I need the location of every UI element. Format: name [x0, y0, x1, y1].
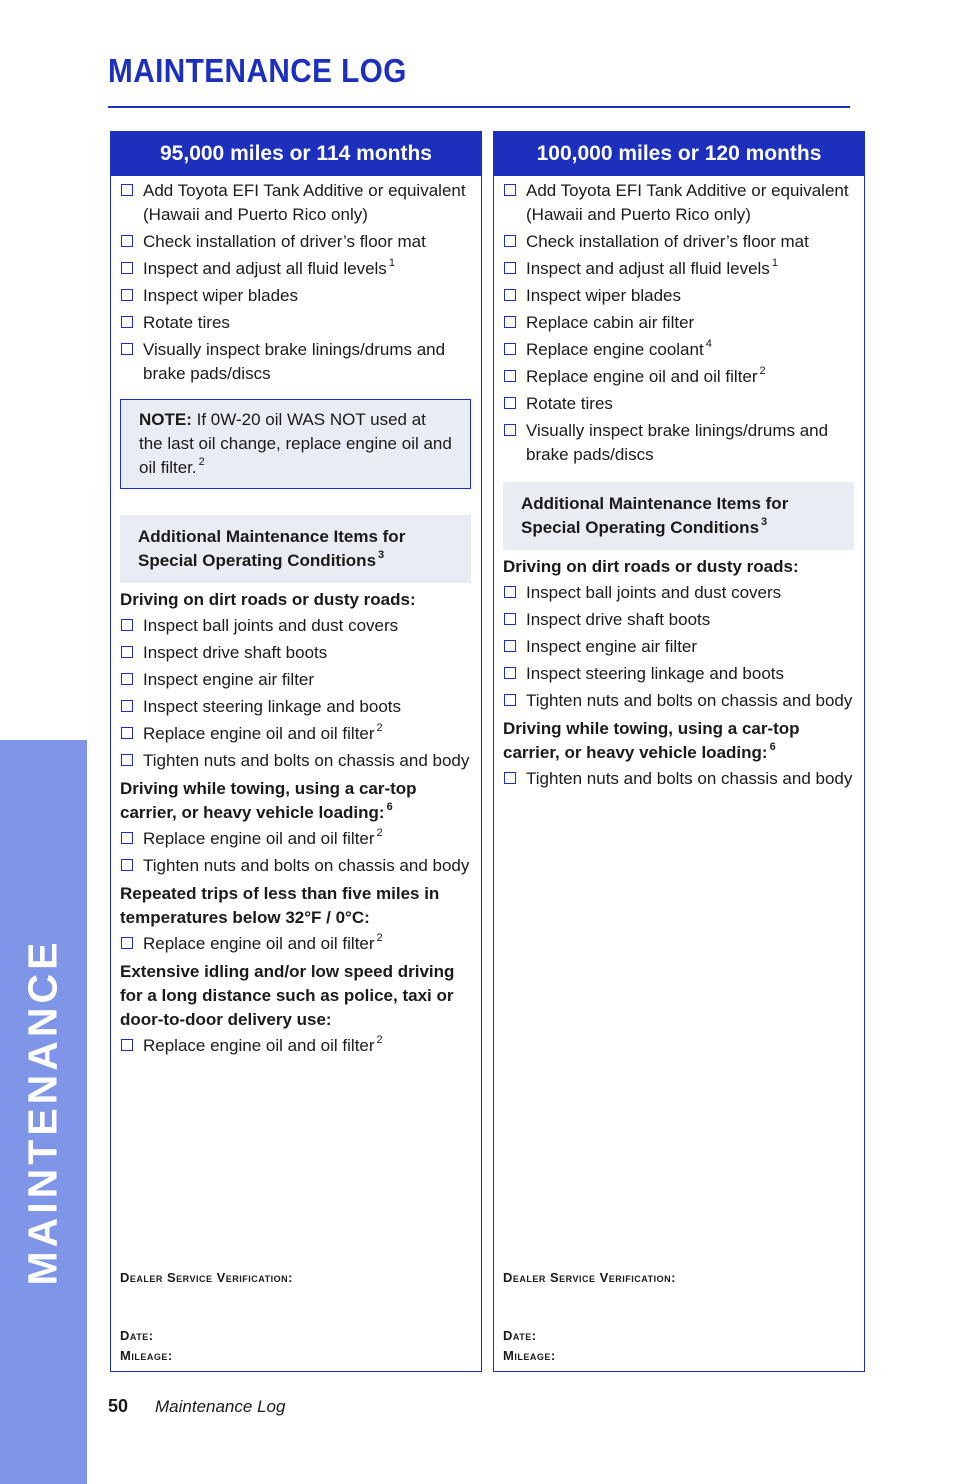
- checkbox-icon[interactable]: [504, 640, 516, 652]
- item-text: Tighten nuts and bolts on chassis and body: [143, 856, 470, 875]
- checkbox-icon[interactable]: [121, 832, 133, 844]
- condition-heading: [503, 555, 854, 579]
- note-text: If 0W-20 oil WAS NOT used at the last oil change, replace engine oil and oil filter.: [139, 410, 452, 477]
- note-box: [120, 399, 471, 489]
- item-list: [503, 179, 854, 467]
- item-text: Replace engine oil and oil filter: [526, 367, 758, 386]
- checklist-item: [120, 338, 471, 386]
- footnote-sup: 2: [376, 722, 383, 735]
- footnote-sup: 1: [771, 257, 778, 270]
- log-column-95000: [110, 131, 482, 1372]
- mileage-label: Mileage:: [503, 1348, 556, 1363]
- item-text: Inspect drive shaft boots: [526, 610, 711, 629]
- item-text: Replace engine oil and oil filter: [143, 1036, 375, 1055]
- item-text: Inspect ball joints and dust covers: [143, 616, 399, 635]
- checkbox-icon[interactable]: [504, 424, 516, 436]
- item-text: Inspect drive shaft boots: [143, 643, 328, 662]
- footnote-sup: 2: [376, 827, 383, 840]
- dealer-verification-label: Dealer Service Verification:: [503, 1270, 676, 1285]
- checkbox-icon[interactable]: [121, 316, 133, 328]
- item-text: Add Toyota EFI Tank Additive or equivalent (Hawaii and Puerto Rico only): [526, 181, 849, 224]
- checkbox-icon[interactable]: [121, 289, 133, 301]
- checklist-item: [503, 662, 854, 686]
- note-sup: 2: [198, 456, 205, 469]
- checkbox-icon[interactable]: [504, 694, 516, 706]
- checklist-item: [120, 932, 471, 956]
- note-label: NOTE:: [139, 410, 192, 429]
- condition-heading-text: Driving while towing, using a car-top carrier, or heavy vehicle loading:: [120, 779, 417, 822]
- dealer-verification-label: Dealer Service Verification:: [120, 1270, 293, 1285]
- checklist-item: [120, 284, 471, 308]
- footnote-sup: 2: [759, 365, 766, 378]
- column-header: 100,000 miles or 120 months: [494, 132, 864, 176]
- checklist-item: [503, 392, 854, 416]
- checkbox-icon[interactable]: [121, 937, 133, 949]
- checkbox-icon[interactable]: [121, 1039, 133, 1051]
- additional-items-text: Additional Maintenance Items for Special Operating Conditions: [138, 527, 406, 570]
- item-text: Tighten nuts and bolts on chassis and body: [526, 691, 853, 710]
- item-text: Inspect steering linkage and boots: [526, 664, 785, 683]
- checklist-item: [503, 419, 854, 467]
- footnote-sup: 2: [376, 1034, 383, 1047]
- checklist-item: [503, 365, 854, 389]
- checkbox-icon[interactable]: [121, 184, 133, 196]
- additional-items-text: Additional Maintenance Items for Special Operating Conditions: [521, 494, 789, 537]
- condition-heading: [120, 960, 471, 1032]
- item-text: Replace engine coolant: [526, 340, 704, 359]
- item-text: Rotate tires: [526, 394, 613, 413]
- item-text: Replace engine oil and oil filter: [143, 934, 375, 953]
- item-text: Inspect ball joints and dust covers: [526, 583, 782, 602]
- date-label: Date:: [120, 1328, 154, 1343]
- checkbox-icon[interactable]: [504, 370, 516, 382]
- checklist-item: [503, 338, 854, 362]
- item-text: Replace engine oil and oil filter: [143, 829, 375, 848]
- checklist-item: [120, 311, 471, 335]
- checklist-item: [120, 749, 471, 773]
- checkbox-icon[interactable]: [121, 343, 133, 355]
- checklist-item: [503, 284, 854, 308]
- title-divider: [108, 106, 850, 108]
- checklist-item: [120, 722, 471, 746]
- checkbox-icon[interactable]: [504, 613, 516, 625]
- checklist-item: [503, 635, 854, 659]
- condition-groups: [120, 588, 471, 1058]
- footnote-sup: 6: [386, 801, 393, 814]
- page-number: 50: [108, 1396, 129, 1416]
- checkbox-icon[interactable]: [504, 772, 516, 784]
- footer-section-name: Maintenance Log: [155, 1397, 286, 1416]
- checklist-item: [503, 608, 854, 632]
- checkbox-icon[interactable]: [121, 646, 133, 658]
- checkbox-icon[interactable]: [504, 343, 516, 355]
- item-text: Check installation of driver’s floor mat: [526, 232, 809, 251]
- item-text: Add Toyota EFI Tank Additive or equivalent (Hawaii and Puerto Rico only): [143, 181, 466, 224]
- checkbox-icon[interactable]: [504, 316, 516, 328]
- item-text: Inspect and adjust all fluid levels: [526, 259, 770, 278]
- item-text: Inspect engine air filter: [143, 670, 315, 689]
- condition-heading: [503, 717, 854, 765]
- column-body: [494, 176, 864, 791]
- checklist-item: [503, 257, 854, 281]
- checkbox-icon[interactable]: [121, 262, 133, 274]
- checklist-item: [503, 179, 854, 227]
- sidebar-label: MAINTENANCE: [19, 938, 66, 1286]
- checklist-item: [120, 695, 471, 719]
- checklist-item: [120, 257, 471, 281]
- checkbox-icon[interactable]: [121, 235, 133, 247]
- checklist-item: [120, 854, 471, 878]
- item-text: Inspect wiper blades: [526, 286, 681, 305]
- checkbox-icon[interactable]: [121, 859, 133, 871]
- condition-heading-text: Driving while towing, using a car-top carrier, or heavy vehicle loading:: [503, 719, 800, 762]
- column-header: 95,000 miles or 114 months: [111, 132, 481, 176]
- item-text: Visually inspect brake linings/drums and brake pads/discs: [143, 340, 446, 383]
- checkbox-icon[interactable]: [121, 754, 133, 766]
- item-text: Replace cabin air filter: [526, 313, 695, 332]
- page-title: MAINTENANCE LOG: [108, 52, 407, 89]
- item-text: Replace engine oil and oil filter: [143, 724, 375, 743]
- item-text: Check installation of driver’s floor mat: [143, 232, 426, 251]
- log-column-100000: [493, 131, 865, 1372]
- checkbox-icon[interactable]: [504, 235, 516, 247]
- checkbox-icon[interactable]: [504, 184, 516, 196]
- checklist-item: [120, 614, 471, 638]
- checklist-item: [503, 689, 854, 713]
- item-text: Inspect engine air filter: [526, 637, 698, 656]
- item-text: Inspect wiper blades: [143, 286, 298, 305]
- condition-groups: [503, 555, 854, 791]
- item-list: [120, 179, 471, 386]
- item-text: Tighten nuts and bolts on chassis and body: [143, 751, 470, 770]
- date-label: Date:: [503, 1328, 537, 1343]
- additional-items-sup: 3: [761, 516, 768, 529]
- condition-heading: [120, 588, 471, 612]
- checklist-item: [503, 581, 854, 605]
- checkbox-icon[interactable]: [121, 619, 133, 631]
- checklist-item: [503, 311, 854, 335]
- checkbox-icon[interactable]: [121, 673, 133, 685]
- additional-items-sup: 3: [378, 549, 385, 562]
- footnote-sup: 4: [705, 338, 712, 351]
- additional-items-heading: [503, 482, 854, 550]
- checkbox-icon[interactable]: [504, 262, 516, 274]
- footnote-sup: 1: [388, 257, 395, 270]
- footnote-sup: 2: [376, 932, 383, 945]
- footnote-sup: 6: [769, 741, 776, 754]
- checklist-item: [120, 641, 471, 665]
- checkbox-icon[interactable]: [121, 700, 133, 712]
- checklist-item: [120, 827, 471, 851]
- checklist-item: [120, 179, 471, 227]
- checkbox-icon[interactable]: [504, 586, 516, 598]
- condition-heading-text: Repeated trips of less than five miles in temperatures below 32°F / 0°C:: [120, 884, 440, 927]
- item-text: Visually inspect brake linings/drums and brake pads/discs: [526, 421, 829, 464]
- item-text: Inspect and adjust all fluid levels: [143, 259, 387, 278]
- condition-heading-text: Driving on dirt roads or dusty roads:: [503, 557, 799, 576]
- condition-heading-text: Extensive idling and/or low speed driving for a long distance such as police, taxi or door-to-door delivery use:: [120, 962, 455, 1029]
- checklist-item: [503, 230, 854, 254]
- condition-heading: [120, 882, 471, 930]
- additional-items-heading: [120, 515, 471, 583]
- checklist-item: [120, 1034, 471, 1058]
- item-text: Rotate tires: [143, 313, 230, 332]
- checklist-item: [120, 668, 471, 692]
- mileage-label: Mileage:: [120, 1348, 173, 1363]
- checklist-item: [120, 230, 471, 254]
- column-body: [111, 176, 481, 1058]
- checklist-item: [503, 767, 854, 791]
- condition-heading-text: Driving on dirt roads or dusty roads:: [120, 590, 416, 609]
- checkbox-icon[interactable]: [504, 667, 516, 679]
- item-text: Inspect steering linkage and boots: [143, 697, 402, 716]
- checkbox-icon[interactable]: [504, 397, 516, 409]
- condition-heading: [120, 777, 471, 825]
- item-text: Tighten nuts and bolts on chassis and body: [526, 769, 853, 788]
- checkbox-icon[interactable]: [121, 727, 133, 739]
- checkbox-icon[interactable]: [504, 289, 516, 301]
